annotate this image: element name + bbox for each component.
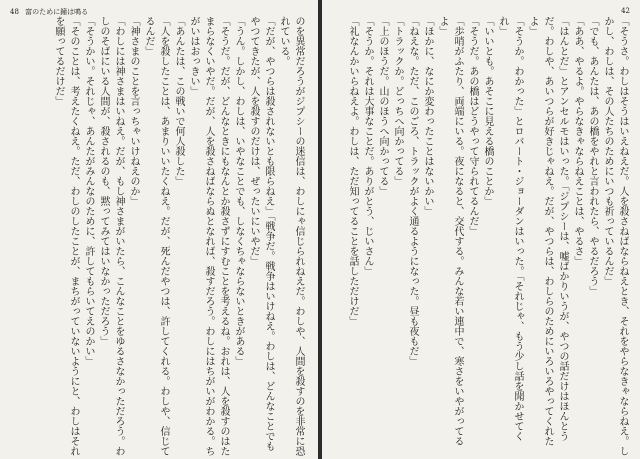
right-page-number: 42	[621, 7, 630, 15]
left-page	[0, 0, 319, 459]
left-header-title: 富のために鐘は鳴る	[25, 8, 89, 16]
left-page-number: 48	[10, 8, 19, 16]
right-running-header	[621, 7, 630, 15]
left-page-body: のを異常だろうがジプシーの迷信は、わしにゃ信じられねえだ。わしや、人間を殺すのを非常に恐れている。 「だが、やつらは殺されないとも限らねえ」「戦争だ。戦争はいけねえ。わしは、どんなことでもやつてきたが、人を殺すのだけは、ぜったいにいやだ」 「うん。しかし、わしは、いやなことでも、しなくちゃならないときがある」 「そうだ。だが、どんなときにもなんとか殺さずにすむことを考えるね。おれは、人を殺すのはたまらなくいやだ。だが、人を殺さねばならぬとなれば、殺すだろう。わしにはちがいがわかる。ちがいはおっきい」 「あんたは、この戦いで何人殺した」 「人を殺したことは、あまりいいたくねえ。だが、死んだやつは、許してくれる。わしや、信じてるんだ」 「神さまのことを言っちゃいけねえのか」 「わしには神さまはいねえ。だが、もし神さまがいたら、こんなことをゆるさなかっただろう。わしのそばにいる人間が、殺されるのも、黙ってみてはいなかっただろう」 「そうかい。それじゃ、あんたがみんなのために、許してもらいてえのかい」 「そのことは、考えたくねえ。ただ、わしのしたことが、まちがっていないようにと、わしはそれを願ってるだけだ」	[53, 16, 304, 456]
right-page-body: 「そうさ。わしはそうはいえねえだ。人を殺さねばならねえとき、それをやらなきゃならねえ。しかし、わしは、その人たちのためにいつも祈っているんだ」 「でも、あんたは、あの橋をやれと言われたら、やるだろう」 「ああ、やるよ。やらなきゃならねえことは、やるさ」 「はんとだ」とアンセルモはいった。「ジプシーは、嘘ばかりいうが、やつの話だけはほんとうだ。わしや、あいつらが好きじゃねえ。だが、やつらは、わしらのためにいろいろやってくれたよ」 「そうか。わかった」とロバート・ジョーダンはいった。「それじゃ、もう少し話を聞かせてくれ」 「いいとも。あそこに見える橋のことか」 「そうだ。あの橋はどうやって守られてるんだ」 「歩哨がふたり、両端にいる。夜になると、交代する。みんな若い連中で、寒さをいやがってるよ」 「ほかに、なにか変わったことはないかい」 「ねえな。ただ、このごろ、トラックがよく通るようになった。昼も夜もだ」 「トラックか。どっちへ向かってる」 「上のほうだ。山のほうへ向かってる」 「そうか。それは大事なことだ。ありがとう、じいさん」 「礼なんかいらねえよ。わしは、ただ知ってることを話しただけだ」	[347, 16, 628, 456]
right-page	[322, 0, 640, 459]
